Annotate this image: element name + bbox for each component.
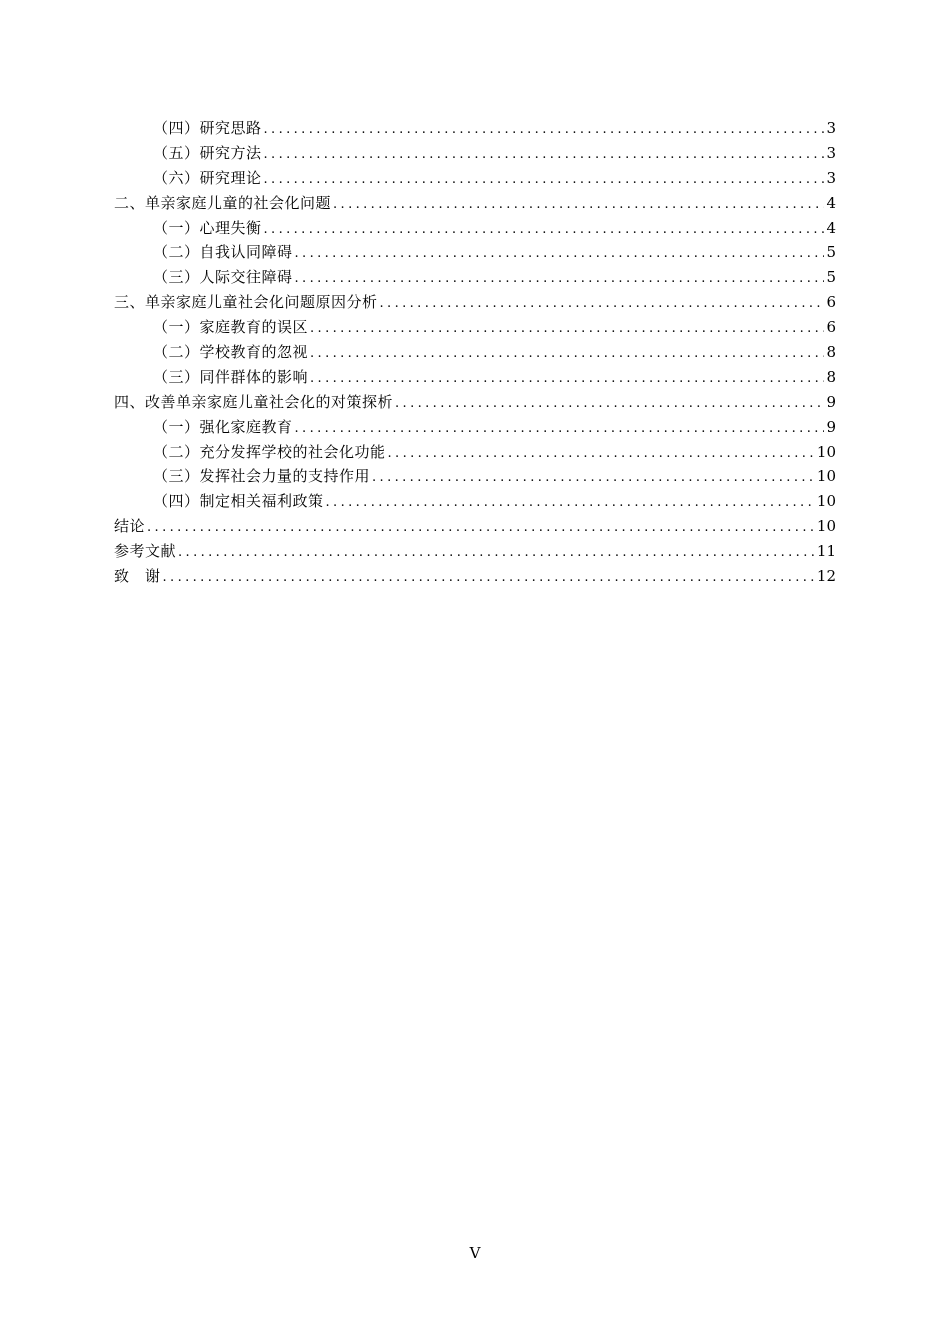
- toc-entry-label: 二、单亲家庭儿童的社会化问题: [114, 193, 332, 212]
- toc-entry-label: （三）发挥社会力量的支持作用: [153, 467, 371, 486]
- toc-entry[interactable]: [153, 315, 836, 340]
- toc-entry-page: 10: [816, 492, 836, 511]
- toc-entry[interactable]: [153, 340, 836, 365]
- toc-dot-leader: [372, 466, 815, 491]
- toc-entry-page: 9: [826, 417, 836, 436]
- toc-entry-page: 6: [826, 293, 836, 312]
- toc-entry-label: 四、改善单亲家庭儿童社会化的对策探析: [114, 392, 394, 411]
- toc-entry-page: 9: [826, 392, 836, 411]
- toc-entry-page: 4: [826, 218, 836, 237]
- toc-entry-page: 5: [826, 268, 836, 287]
- toc-entry[interactable]: [153, 141, 836, 166]
- toc-entry[interactable]: [153, 415, 836, 440]
- toc-entry-page: 8: [826, 343, 836, 362]
- toc-entry[interactable]: [153, 216, 836, 241]
- toc-entry-page: 3: [826, 168, 836, 187]
- toc-entry-label: （五）研究方法: [153, 143, 262, 162]
- page-number: V: [469, 1244, 481, 1262]
- toc-entry[interactable]: [114, 390, 836, 415]
- toc-dot-leader: [380, 292, 825, 317]
- toc-entry-label: （二）充分发挥学校的社会化功能: [153, 442, 386, 461]
- toc-dot-leader: [395, 392, 824, 417]
- toc-entry[interactable]: [153, 440, 836, 465]
- toc-entry[interactable]: [153, 464, 836, 489]
- toc-entry-page: 10: [816, 442, 836, 461]
- toc-entry[interactable]: [114, 514, 836, 539]
- toc-dot-leader: [310, 342, 824, 367]
- toc-dot-leader: [310, 317, 824, 342]
- toc-dot-leader: [264, 143, 825, 168]
- toc-entry-label: 结论: [114, 517, 146, 536]
- toc-entry-label: （一）家庭教育的误区: [153, 318, 309, 337]
- toc-entry[interactable]: [114, 564, 836, 589]
- toc-dot-leader: [264, 118, 825, 143]
- toc-dot-leader: [326, 491, 815, 516]
- toc-entry-label: （一）心理失衡: [153, 218, 262, 237]
- toc-dot-leader: [264, 218, 825, 243]
- toc-entry[interactable]: [153, 489, 836, 514]
- toc-entry-page: 4: [826, 193, 836, 212]
- toc-dot-leader: [310, 367, 824, 392]
- toc-entry-page: 6: [826, 318, 836, 337]
- toc-entry[interactable]: [153, 240, 836, 265]
- toc-entry-label: （二）学校教育的忽视: [153, 343, 309, 362]
- toc-dot-leader: [333, 193, 824, 218]
- toc-entry-page: 3: [826, 119, 836, 137]
- toc-entry-label: 参考文献: [114, 542, 177, 561]
- toc-entry-label: （三）同伴群体的影响: [153, 367, 309, 386]
- toc-entry-page: 10: [816, 517, 836, 536]
- toc-dot-leader: [388, 442, 815, 467]
- table-of-contents: [0, 116, 950, 589]
- toc-entry[interactable]: [153, 116, 836, 141]
- toc-entry-label: 三、单亲家庭儿童社会化问题原因分析: [114, 293, 378, 312]
- toc-entry-label: 致 谢: [114, 567, 161, 586]
- toc-entry[interactable]: [114, 539, 836, 564]
- toc-entry-page: 10: [816, 467, 836, 486]
- toc-entry-label: （四）制定相关福利政策: [153, 492, 324, 511]
- toc-entry[interactable]: [153, 365, 836, 390]
- toc-entry-label: （二）自我认同障碍: [153, 243, 293, 262]
- toc-dot-leader: [295, 417, 825, 442]
- toc-entry[interactable]: [114, 191, 836, 216]
- toc-dot-leader: [295, 242, 825, 267]
- toc-dot-leader: [178, 541, 815, 566]
- toc-entry-label: （一）强化家庭教育: [153, 417, 293, 436]
- toc-entry-page: 8: [826, 367, 836, 386]
- toc-dot-leader: [295, 267, 825, 292]
- toc-dot-leader: [264, 168, 825, 193]
- toc-dot-leader: [147, 516, 815, 541]
- toc-entry[interactable]: [114, 290, 836, 315]
- toc-dot-leader: [163, 566, 815, 591]
- toc-entry-page: 11: [816, 542, 836, 561]
- toc-entry-label: （六）研究理论: [153, 168, 262, 187]
- toc-entry[interactable]: [153, 166, 836, 191]
- toc-entry[interactable]: [153, 265, 836, 290]
- toc-entry-page: 5: [826, 243, 836, 262]
- toc-entry-page: 3: [826, 143, 836, 162]
- toc-entry-page: 12: [816, 567, 836, 586]
- toc-entry-label: （三）人际交往障碍: [153, 268, 293, 287]
- toc-entry-label: （四）研究思路: [153, 119, 262, 137]
